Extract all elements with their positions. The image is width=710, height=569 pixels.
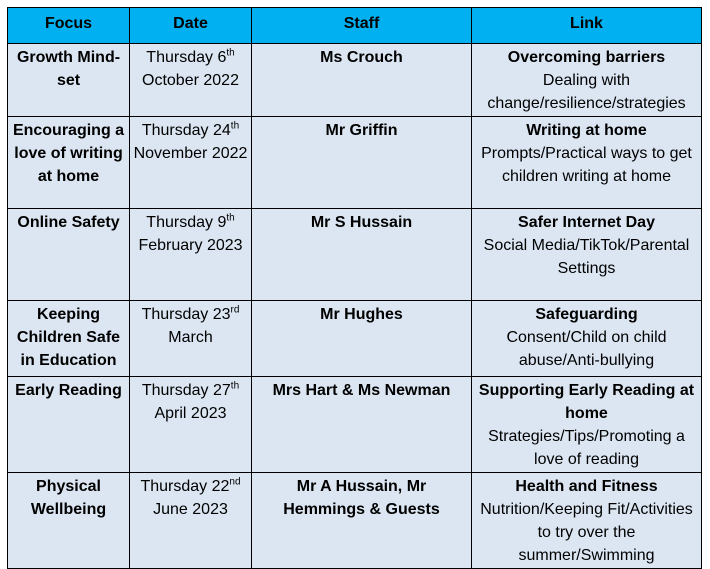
- date-rest: February 2023: [138, 237, 243, 254]
- staff-cell: Ms Crouch: [252, 44, 472, 117]
- date-rest: November 2022: [133, 145, 248, 162]
- header-staff: Staff: [252, 8, 472, 44]
- staff-cell: Mr S Hussain: [252, 209, 472, 301]
- table-row: [8, 209, 702, 301]
- link-cell: [472, 473, 702, 569]
- date-suffix: th: [230, 380, 240, 392]
- link-description: Consent/Child on child abuse/Anti-bullying: [506, 329, 667, 369]
- link-description: Nutrition/Keeping Fit/Activities to try over the summer/Swimming: [480, 501, 693, 564]
- link-description: Strategies/Tips/Promoting a love of reading: [488, 428, 685, 468]
- date-rest: October 2022: [142, 72, 239, 89]
- date-cell: [130, 117, 252, 209]
- date-rest: June 2023: [153, 501, 228, 518]
- link-cell: [472, 377, 702, 473]
- link-description: Dealing with change/resilience/strategies: [487, 72, 686, 112]
- link-description: Prompts/Practical ways to get children writing at home: [481, 145, 692, 185]
- date-cell: [130, 377, 252, 473]
- staff-cell: Mr Hughes: [252, 301, 472, 377]
- link-cell: [472, 44, 702, 117]
- date-suffix: th: [230, 120, 240, 132]
- link-description: Social Media/TikTok/Parental Settings: [483, 237, 690, 277]
- date-cell: [130, 44, 252, 117]
- date-cell: [130, 473, 252, 569]
- link-title: Safer Internet Day: [518, 214, 655, 231]
- staff-cell: Mr A Hussain, Mr Hemmings & Guests: [252, 473, 472, 569]
- link-cell: [472, 301, 702, 377]
- link-cell: [472, 209, 702, 301]
- schedule-table-container: [7, 7, 702, 569]
- schedule-table: [7, 7, 702, 569]
- table-row: [8, 117, 702, 209]
- date-cell: [130, 209, 252, 301]
- date-day: Thursday 27: [141, 382, 231, 399]
- staff-cell: Mrs Hart & Ms Newman: [252, 377, 472, 473]
- table-row: [8, 301, 702, 377]
- header-focus: Focus: [8, 8, 130, 44]
- header-date: Date: [130, 8, 252, 44]
- header-link: Link: [472, 8, 702, 44]
- date-day: Thursday 24: [141, 122, 231, 139]
- staff-cell: Mr Griffin: [252, 117, 472, 209]
- table-row: [8, 377, 702, 473]
- link-title: Health and Fitness: [515, 478, 658, 495]
- date-day: Thursday 22: [140, 478, 230, 495]
- focus-cell: Encouraging a love of writing at home: [8, 117, 130, 209]
- date-day: Thursday 9: [146, 214, 227, 231]
- focus-cell: Early Reading: [8, 377, 130, 473]
- table-row: [8, 473, 702, 569]
- date-suffix: nd: [229, 476, 241, 488]
- date-rest: March: [168, 329, 213, 346]
- link-title: Writing at home: [526, 122, 647, 139]
- link-title: Supporting Early Reading at home: [478, 382, 695, 422]
- date-suffix: rd: [230, 304, 240, 316]
- date-day: Thursday 23: [141, 306, 231, 323]
- link-title: Overcoming barriers: [507, 49, 666, 66]
- date-cell: [130, 301, 252, 377]
- header-row: [8, 8, 702, 44]
- focus-cell: Keeping Children Safe in Education: [8, 301, 130, 377]
- date-suffix: th: [226, 47, 235, 59]
- focus-cell: Physical Wellbeing: [8, 473, 130, 569]
- link-cell: [472, 117, 702, 209]
- focus-cell: Growth Mind-set: [8, 44, 130, 117]
- link-title: Safeguarding: [535, 306, 638, 323]
- date-rest: April 2023: [154, 405, 227, 422]
- table-row: [8, 44, 702, 117]
- focus-cell: Online Safety: [8, 209, 130, 301]
- date-suffix: th: [226, 212, 235, 224]
- date-day: Thursday 6: [146, 49, 227, 66]
